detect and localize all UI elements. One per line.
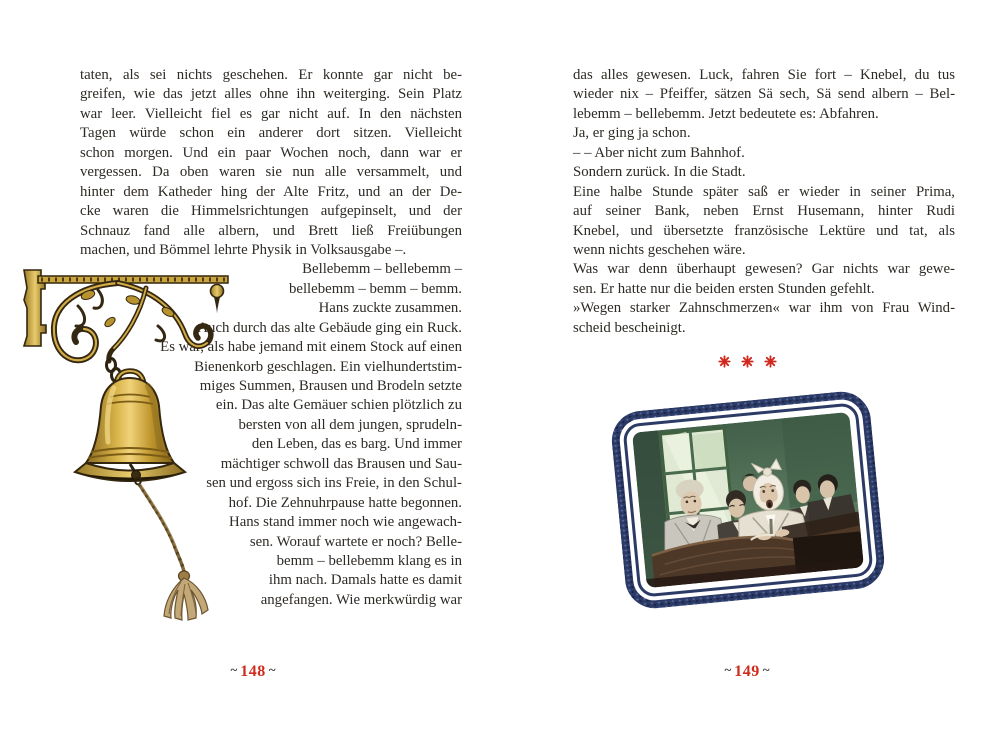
text-line: mächtiger schwoll das Brausen und Sau- <box>220 455 462 472</box>
text-line: greifen, wie das jetzt alles ohne ihn weiterging. Sein Platz <box>80 86 462 103</box>
photo-image <box>632 412 864 588</box>
text-line: scheid bescheinigt. <box>573 319 686 336</box>
text-line: auf seiner Bank, neben Ernst Husemann, hinter Rudi <box>573 203 955 220</box>
text-line: hof. Die Zehnuhrpause hatte begonnen. <box>228 494 462 511</box>
text-line: Sondern zurück. In die Stadt. <box>573 164 746 181</box>
bell-illustration <box>18 266 238 626</box>
page-number-value: 149 <box>734 663 760 680</box>
photo-frame-inner-line <box>622 402 874 598</box>
text-line: war leer. Vielleicht fiel es gar nicht auf. In den nächsten <box>80 105 462 122</box>
text-line: Ja, er ging ja schon. <box>573 125 691 142</box>
text-line: sen und ergoss sich ins Freie, in den Schul- <box>206 475 462 492</box>
page-number-value: 148 <box>240 663 266 680</box>
text-line: Eine halbe Stunde später saß er wieder in seiner Prima, <box>573 183 955 200</box>
text-line: hinter dem Katheder hing der Alte Fritz, und an der De- <box>80 183 462 200</box>
classroom-photo <box>609 389 887 611</box>
text-line: Was war denn überhaupt gewesen? Gar nichts war gewe- <box>573 261 955 278</box>
text-line: Schnauz fand alle albern, und Brett ließ Freiübungen <box>80 222 462 239</box>
page-number-ornament: ~ <box>268 662 276 677</box>
text-line: sen. Worauf wartete er noch? Belle- <box>249 533 462 550</box>
text-line: Hans zuckte zusammen. <box>318 300 462 317</box>
text-line: – – Aber nicht zum Bahnhof. <box>573 144 745 161</box>
asterisk-icon <box>718 355 731 368</box>
text-line: Bienenkorb geschlagen. Ein vielhundertstim- <box>194 358 462 375</box>
section-separator <box>573 355 921 368</box>
text-line: den Leben, das es barg. Und immer <box>251 436 462 453</box>
text-line: Hans stand immer noch wie angewach- <box>229 514 462 531</box>
text-line: Bellebemm – bellebemm – <box>302 261 462 278</box>
page-number-ornament: ~ <box>762 662 770 677</box>
text-line: miges Summen, Brausen und Brodeln setzte <box>199 378 462 394</box>
text-line: machen, und Bömmel lehrte Physik in Volksausgabe –. <box>80 241 407 258</box>
text-line: »Wegen starker Zahnschmerzen« war ihm von Frau Wind- <box>573 300 955 317</box>
page-number-left <box>80 662 426 681</box>
asterisk-icon <box>764 355 777 368</box>
text-line: bersten von all dem jungen, sprudeln- <box>238 416 462 433</box>
page-number-ornament: ~ <box>724 662 732 677</box>
text-line: lebemm – bellebemm. Jetzt bedeutete es: Abfahren. <box>573 105 879 122</box>
text-line: Auch durch das alte Gebäude ging ein Ruck. <box>197 319 462 336</box>
text-line: cke waren die Himmelsrichtungen aufgepinselt, und der <box>80 203 462 220</box>
text-line: das alles gewesen. Luck, fahren Sie fort – Knebel, du tus <box>573 67 955 83</box>
text-line: wenn nichts geschehen wäre. <box>573 241 746 258</box>
tassel <box>164 578 208 620</box>
photo-frame-outer <box>609 389 887 611</box>
text-line: taten, als sei nichts geschehen. Er konnte gar nicht be- <box>80 67 462 83</box>
page-number-right <box>573 662 921 681</box>
text-line: ein. Das alte Gemäuer schien plötzlich zu <box>215 397 462 414</box>
text-line: bellebemm – bemm – bemm. <box>288 280 462 297</box>
text-line: ihm nach. Damals hatte es damit <box>268 572 462 589</box>
text-line: angefangen. Wie merkwürdig war <box>260 591 462 608</box>
text-line: wieder nix – Pfeiffer, sätzen Sä sech, Sä send albern – Bel- <box>573 86 955 103</box>
text-line: schon morgen. Und ein paar Wochen noch, dann war er <box>80 144 462 161</box>
asterisk-icon <box>741 355 754 368</box>
text-line: bemm – bellebemm klang es in <box>276 552 462 569</box>
text-line: Knebel, und übersetzte französische Lektüre und tat, als <box>573 222 955 239</box>
photo-frame-gap <box>618 398 878 603</box>
text-line: sen. Er hatte nur die beiden ersten Stunden gefehlt. <box>573 280 875 297</box>
text-line: vergessen. Da oben waren sie nun alle versammelt, und <box>80 164 462 181</box>
text-line: Es war, als habe jemand mit einem Stock auf einen <box>160 339 462 356</box>
text-line: Tagen würde schon ein anderer dort sitzen. Vielleicht <box>80 125 462 142</box>
page-number-ornament: ~ <box>230 662 238 677</box>
right-page-text <box>573 66 955 338</box>
